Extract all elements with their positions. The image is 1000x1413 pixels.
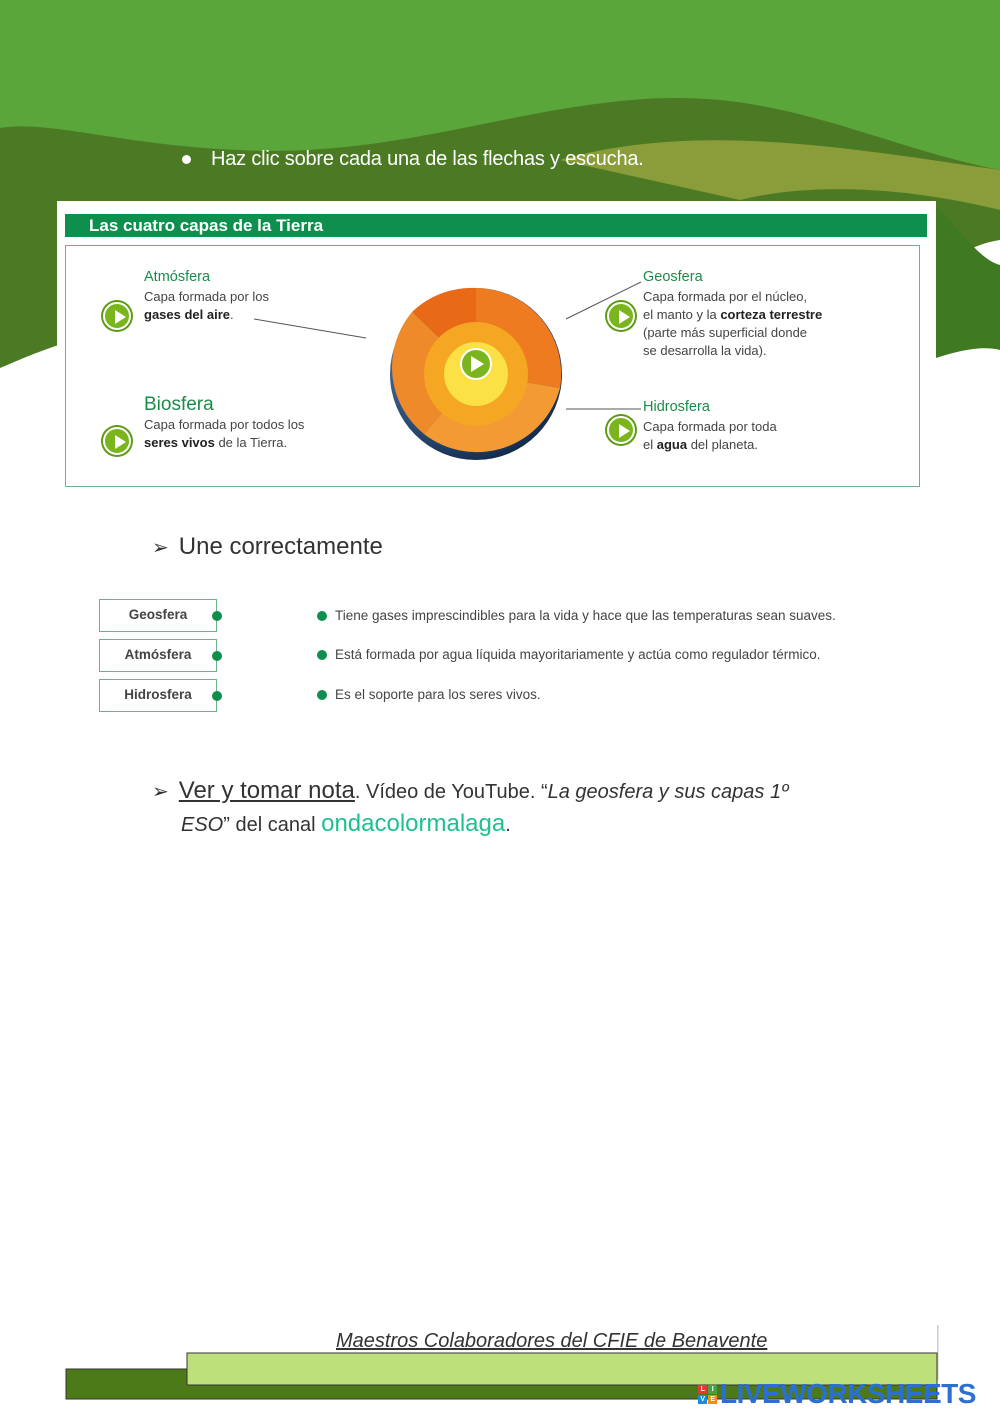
- connector-dot-icon[interactable]: [212, 611, 222, 621]
- layer-text: Capa formada por los: [144, 289, 270, 304]
- task2-text: ” del canal: [223, 814, 322, 836]
- layer-text: gases del aire.: [144, 307, 234, 322]
- bullet-icon: [182, 155, 191, 164]
- match-left-label: Atmósfera: [124, 647, 192, 662]
- task1-heading: [152, 533, 383, 561]
- footer-text: Maestros Colaboradores del CFIE de Benavente: [336, 1330, 768, 1352]
- logo-letter: V: [698, 1395, 707, 1404]
- logo-squares-icon: [698, 1385, 717, 1404]
- connector-dot-icon[interactable]: [212, 691, 222, 701]
- liveworksheets-logo[interactable]: [698, 1378, 976, 1410]
- layer-text: (parte más superficial donde: [643, 325, 808, 340]
- layer-geosfera: [643, 268, 822, 360]
- connector-dot-icon[interactable]: [317, 650, 327, 660]
- layer-name: Hidrosfera: [643, 399, 710, 415]
- match-left-label: Geosfera: [128, 607, 188, 622]
- logo-text: LIVEWORKSHEETS: [720, 1378, 976, 1409]
- play-hidrosfera-button[interactable]: [607, 416, 635, 444]
- match-right-label: Es el soporte para los seres vivos.: [335, 687, 541, 702]
- layer-hidrosfera: [643, 398, 777, 454]
- logo-letter: L: [698, 1385, 707, 1394]
- match-right-item[interactable]: [317, 687, 541, 702]
- match-left-label: Hidrosfera: [124, 687, 192, 702]
- match-right-label: Está formada por agua líquida mayoritariamente y actúa como regulador térmico.: [335, 647, 821, 662]
- logo-letter: E: [708, 1395, 717, 1404]
- layer-text: se desarrolla la vida).: [643, 343, 767, 358]
- arrow-bullet-icon: ➢: [152, 536, 169, 559]
- match-left-item[interactable]: [99, 599, 217, 632]
- task2-text: Vídeo de YouTube. “: [360, 781, 548, 803]
- match-left-item[interactable]: [99, 679, 217, 712]
- panel-title: Las cuatro capas de la Tierra: [65, 214, 927, 237]
- layer-name: Geosfera: [643, 269, 703, 285]
- logo-letter: I: [708, 1385, 717, 1394]
- task2-text: .: [505, 814, 511, 836]
- layer-name: Atmósfera: [144, 269, 211, 285]
- task2-dot: .: [354, 781, 361, 803]
- connector-dot-icon[interactable]: [212, 651, 222, 661]
- panel-box: [65, 245, 920, 487]
- connector-dot-icon[interactable]: [317, 611, 327, 621]
- connector-dot-icon[interactable]: [317, 690, 327, 700]
- arrow-bullet-icon: ➢: [152, 781, 169, 803]
- layer-text: seres vivos de la Tierra.: [144, 435, 288, 450]
- match-right-label: Tiene gases imprescindibles para la vida y hace que las temperaturas sean suaves.: [335, 608, 836, 623]
- instruction: [182, 148, 644, 171]
- layer-text: Capa formada por el núcleo,: [643, 289, 808, 304]
- match-right-item[interactable]: [317, 608, 836, 623]
- task2-line2: [152, 808, 852, 841]
- task2-line1: [152, 775, 852, 808]
- task1-heading-text: Une correctamente: [178, 533, 383, 560]
- play-geosfera-button[interactable]: [607, 302, 635, 330]
- layer-text: el manto y la corteza terrestre: [643, 307, 823, 322]
- match-left-item[interactable]: [99, 639, 217, 672]
- video-title: La geosfera y sus capas 1º: [547, 781, 789, 803]
- video-link[interactable]: Ver y tomar nota: [178, 777, 355, 804]
- channel-link[interactable]: ondacolormalaga: [321, 810, 506, 837]
- layer-text: el agua del planeta.: [643, 437, 758, 452]
- video-title-end: ESO: [181, 814, 224, 836]
- task2-video: [152, 775, 852, 841]
- layer-name: Biosfera: [144, 394, 214, 415]
- layer-text: Capa formada por toda: [643, 419, 777, 434]
- match-right-item[interactable]: [317, 647, 821, 662]
- earth-layers-panel: [57, 201, 936, 491]
- instruction-text: Haz clic sobre cada una de las flechas y escucha.: [211, 148, 644, 170]
- layer-text: Capa formada por todos los: [144, 417, 305, 432]
